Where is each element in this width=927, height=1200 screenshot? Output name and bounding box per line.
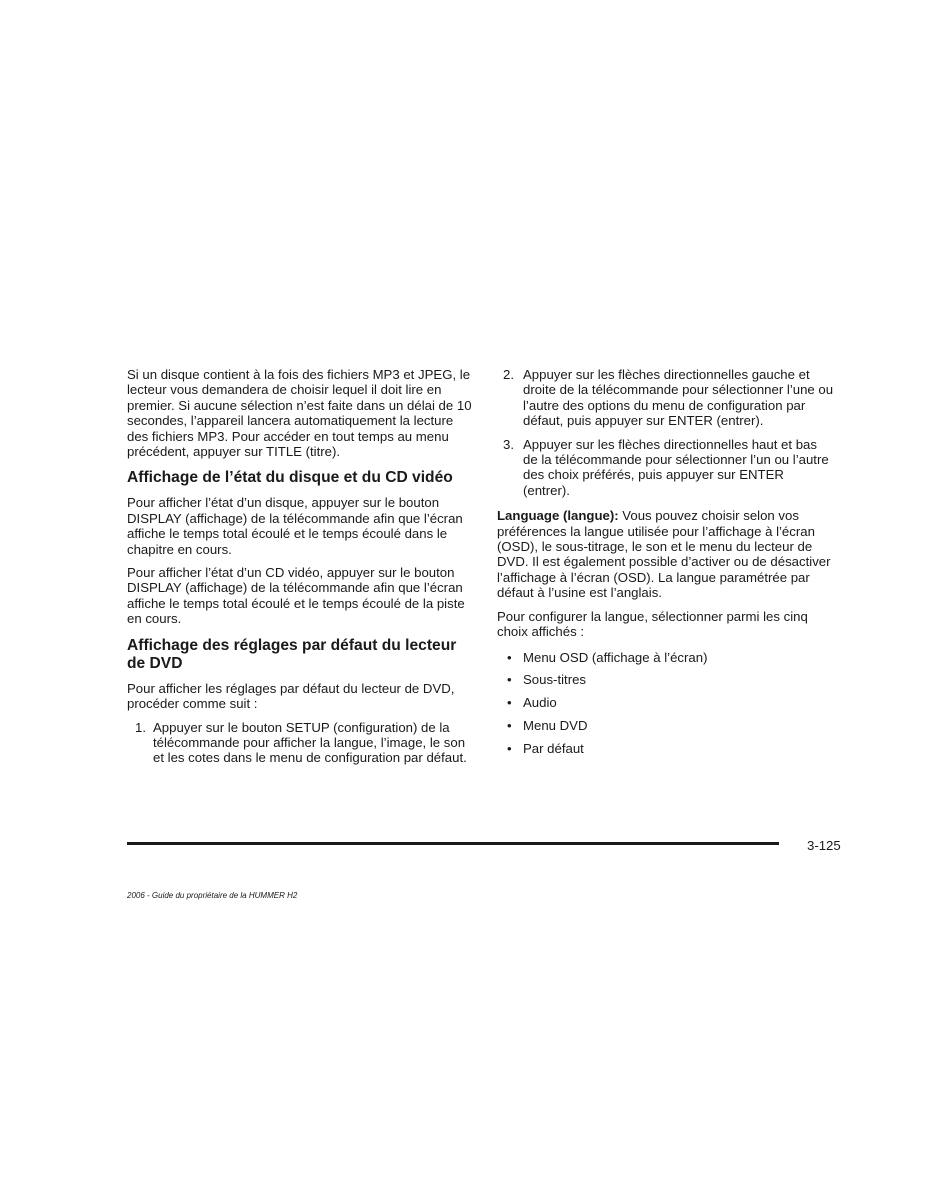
language-choices-list [497, 650, 834, 757]
bullet-icon: • [507, 695, 512, 711]
list-item: • Menu DVD [507, 718, 588, 734]
left-column [127, 367, 474, 774]
right-column [497, 367, 834, 764]
bullet-icon: • [507, 672, 512, 688]
heading-dvd-defaults: Affichage des réglages par défaut du lecteur de DVD [127, 636, 457, 672]
language-lead: Language (langue): [497, 508, 619, 524]
language-text: Vous pouvez choisir selon vos préférences la langue utilisée pour l’affichage à l’écran (OSD), le sous-titrage, le son et le menu du lecteur de DVD. Il est également possible d’activer ou de désactiver l’affichage à l’écran (OSD). La langue paramétrée par défaut à l’usine est l’anglais. [497, 508, 831, 601]
bullet-icon: • [507, 649, 512, 665]
footer-rule [127, 842, 779, 845]
step-3 [497, 437, 834, 499]
step-number: 2. [503, 367, 514, 382]
paragraph-dvd-defaults: Pour afficher les réglages par défaut du lecteur de DVD, procéder comme suit : [127, 680, 455, 712]
bullet-icon: • [507, 718, 512, 734]
step-number: 1. [135, 719, 146, 735]
paragraph-language [497, 508, 834, 600]
paragraph-config-language: Pour configurer la langue, sélectionner parmi les cinq choix affichés : [497, 608, 808, 640]
list-item: • Sous-titres [507, 672, 587, 688]
list-item: • Audio [507, 695, 557, 711]
paragraph-vcd-state: Pour afficher l’état d’un CD vidéo, appuyer sur le bouton DISPLAY (affichage) de la télécommande afin que l’écran affiche le temps total écoulé et le temps écoulé de la piste en cours. [127, 565, 465, 627]
list-item: • Par défaut [507, 741, 584, 757]
step-text: Appuyer sur le bouton SETUP (configuration) de la télécommande pour afficher la langue, l’image, le son et les cotes dans le menu de configuration par défaut. [153, 719, 467, 766]
step-1 [127, 720, 474, 766]
list-item: • Menu OSD (affichage à l’écran) [507, 649, 708, 665]
step-text: Appuyer sur les flèches directionnelles gauche et droite de la télécommande pour sélectionner l’une ou l’autre des options du menu de configuration par défaut, puis appuyer sur ENTER (entrer). [523, 367, 834, 429]
page-number: 3-125 [807, 838, 841, 853]
step-text: Appuyer sur les flèches directionnelles haut et bas de la télécommande pour sélectionner l’un ou l’autre des choix préférés, puis appuyer sur ENTER (entrer). [523, 436, 829, 498]
paragraph-disc-state: Pour afficher l’état d’un disque, appuyer sur le bouton DISPLAY (affichage) de la télécommande afin que l’écran affiche le temps total écoulé et le temps écoulé dans le chapitre en cours. [127, 495, 463, 557]
step-number: 3. [503, 436, 514, 452]
bullet-icon: • [507, 741, 512, 757]
heading-disc-state: Affichage de l’état du disque et du CD vidéo [127, 469, 453, 487]
footer-caption: 2006 - Guide du propriétaire de la HUMMER H2 [127, 891, 298, 900]
step-2 [497, 367, 834, 429]
paragraph-mp3-jpeg: Si un disque contient à la fois des fichiers MP3 et JPEG, le lecteur vous demandera de choisir lequel il doit lire en premier. Si aucune sélection n’est faite dans un délai de 10 secondes, l’appareil lancera automatiquement la lecture des fichiers MP3. Pour accéder en tout temps au menu précédent, appuyer sur TITLE (titre). [127, 367, 472, 460]
